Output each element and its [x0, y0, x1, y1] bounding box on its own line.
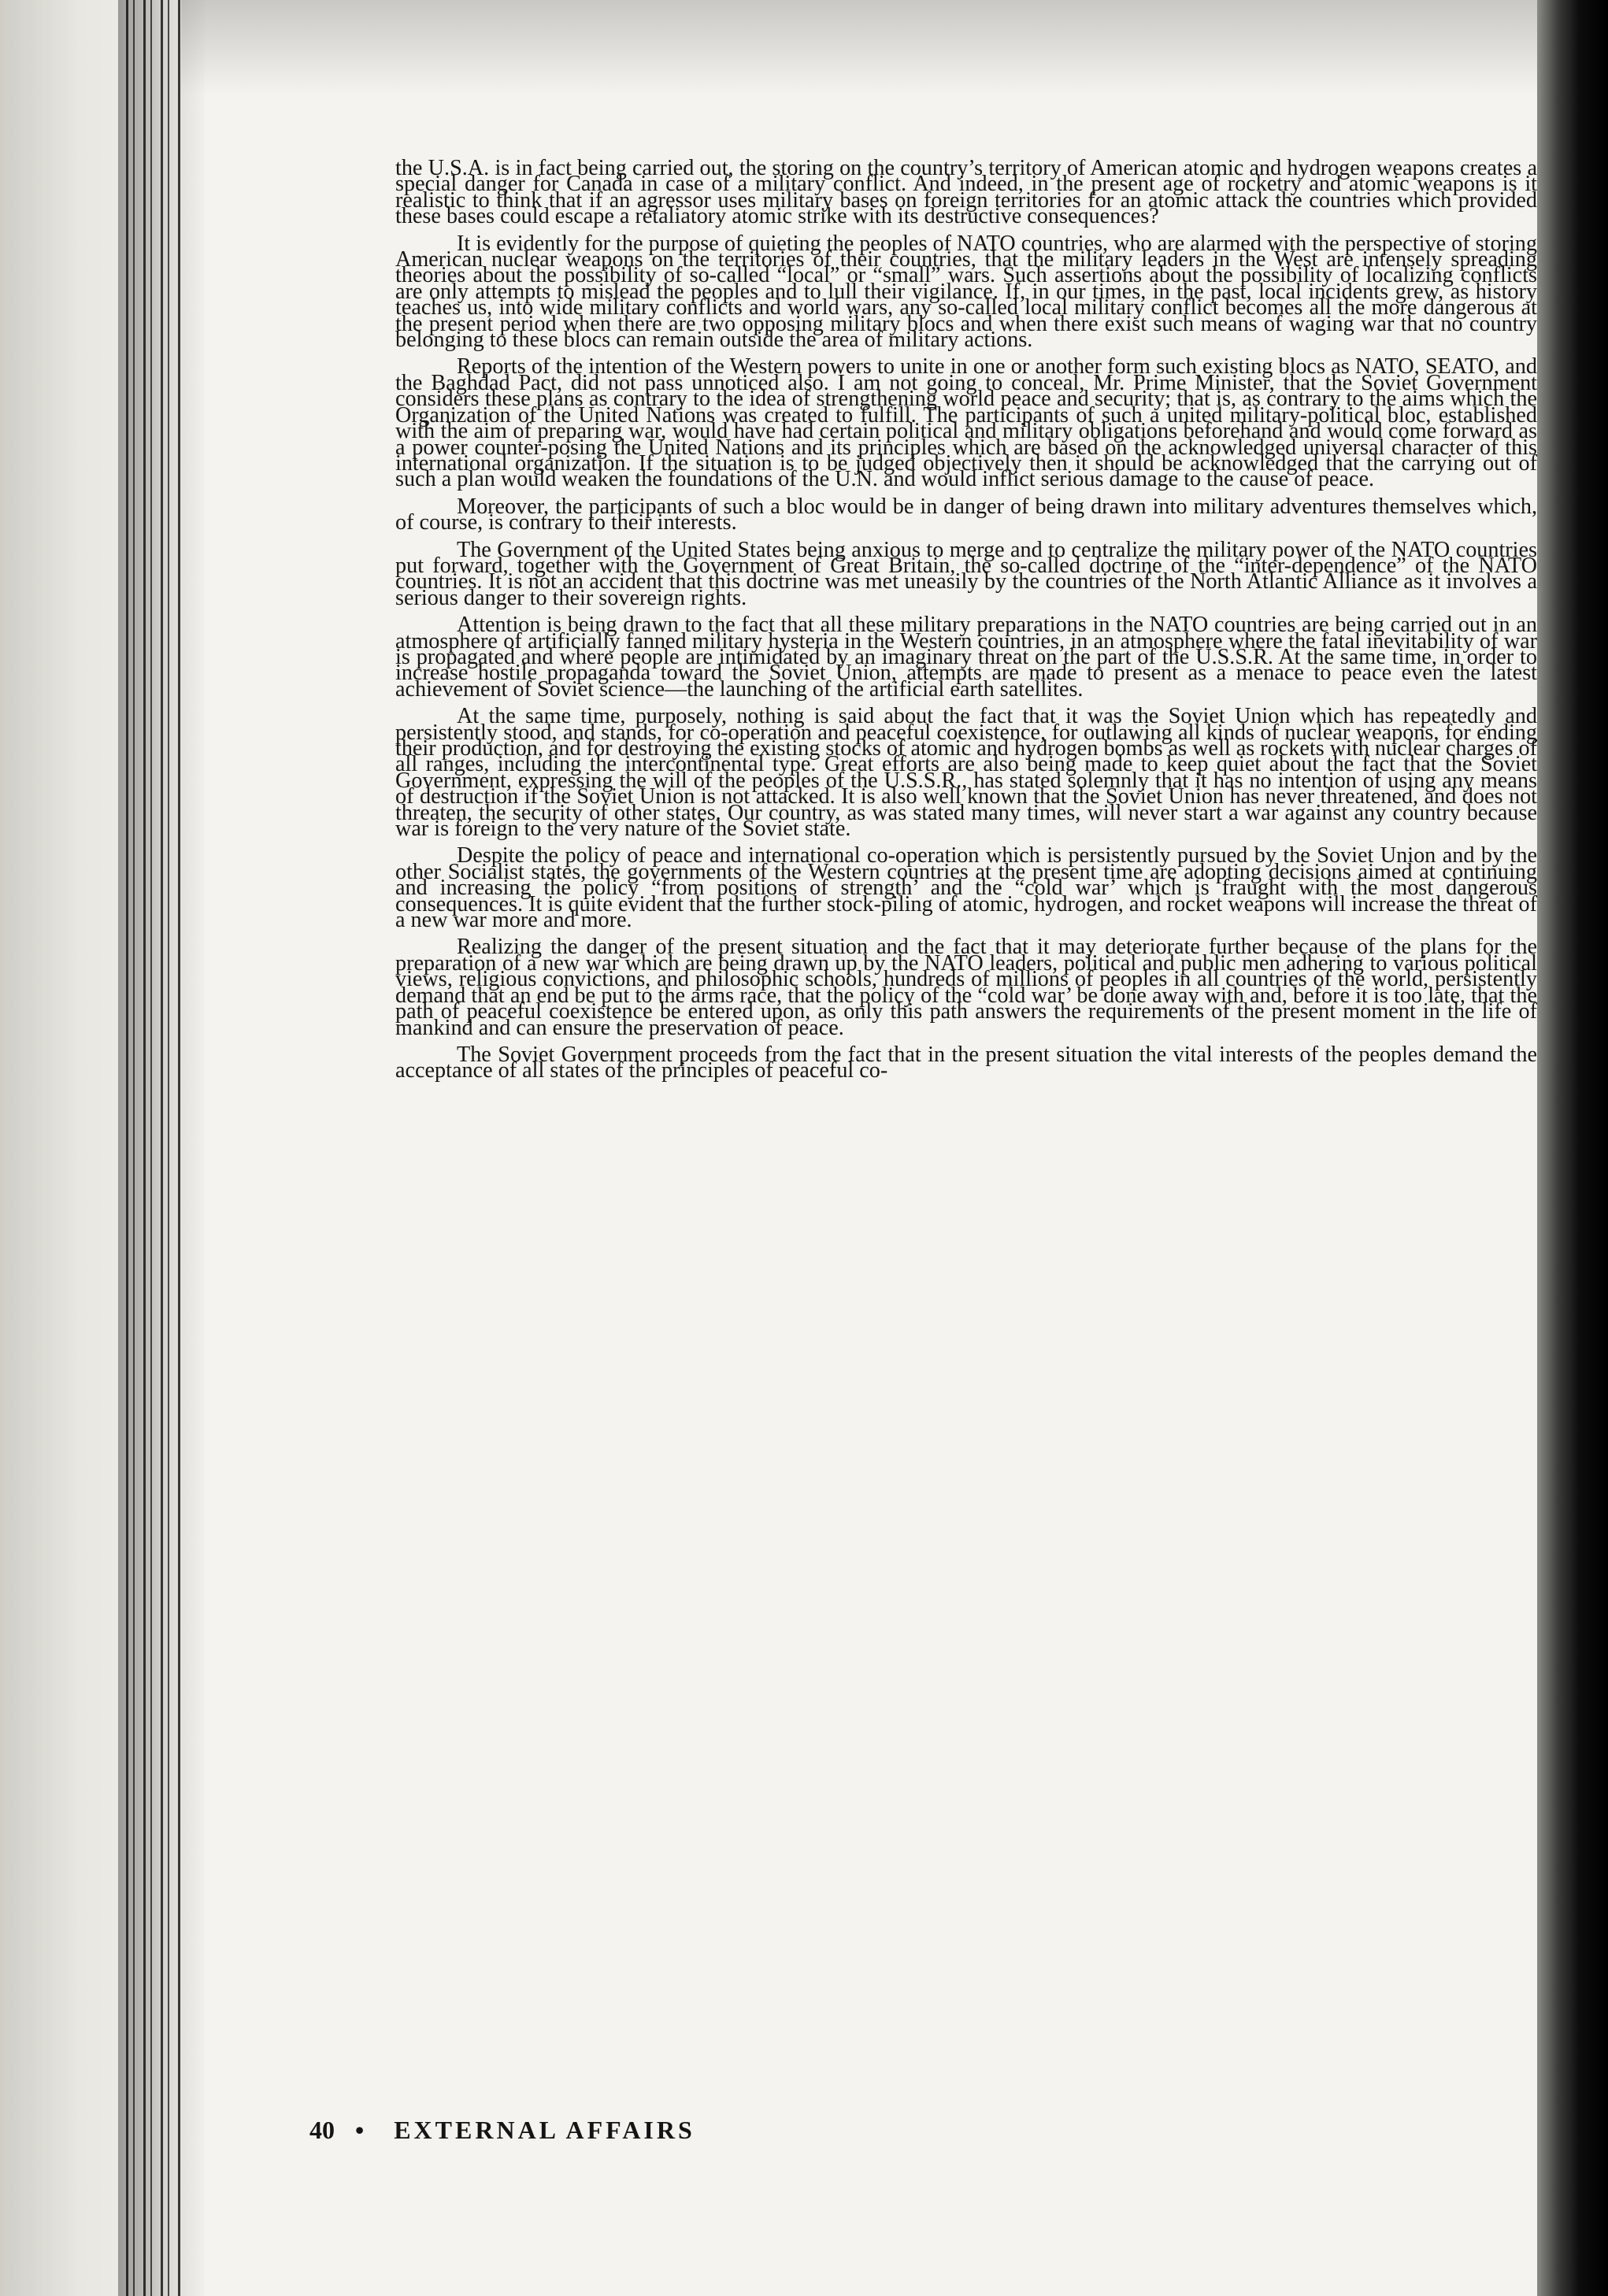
- paragraph-8: Despite the policy of peace and international co-operation which is persistently pursued by the Soviet Union and by the other Socialist states, the governments of the Western countries at the present time are adopting decisions aimed at continuing and increasing the policy “from positions of strength’ and the “cold war’ which is fraught with the most dangerous consequences. It is quite evident that the further stock-piling of atomic, hydrogen, and rocket weapons will increase the threat of a new war more and more.: [395, 843, 1537, 933]
- paragraph-6: Attention is being drawn to the fact that all these military preparations in the NATO countries are being carried out in an atmosphere of artificially fanned military hysteria in the Western countries, in an atmosphere where the fatal inevitability of war is propagated and where people are intimidated by an imaginary threat on the part of the U.S.S.R. At the same time, in order to increase hostile propaganda toward the Soviet Union, attempts are made to present as a menace to peace even the latest achievement of Soviet science—the launching of the artificial earth satellites.: [395, 613, 1537, 702]
- paragraph-5: The Government of the United States being anxious to merge and to centralize the military power of the NATO countries put forward, together with the Government of Great Britain, the so-called doctrine of the “inter-dependence” of the NATO countries. It is not an accident that this doctrine was met uneasily by the countries of the North Atlantic Alliance as it involves a serious danger to their sovereign rights.: [395, 537, 1537, 610]
- paragraph-9: Realizing the danger of the present situation and the fact that it may deteriorate further because of the plans for the preparation of a new war which are being drawn up by the NATO leaders, political and public men adhering to various political views, religious convictions, and philosophic schools, hundreds of millions of peoples in all countries of the world, persistently demand that an end be put to the arms race, that the policy of the “cold war’ be done away with and, before it is too late, that the path of peaceful coexistence be entered upon, as only this path answers the requirements of the present moment in the life of mankind and can ensure the preservation of peace.: [395, 935, 1537, 1040]
- footer-bullet: •: [355, 2116, 368, 2144]
- paragraph-10: The Soviet Government proceeds from the fact that in the present situation the vital interests of the peoples demand the acceptance of all states of the principles of peaceful co-: [395, 1042, 1537, 1083]
- page-number: 40: [309, 2116, 335, 2144]
- page-footer: [309, 2116, 695, 2145]
- paragraph-4: Moreover, the participants of such a bloc would be in danger of being drawn into military adventures themselves which, of course, is contrary to their interests.: [395, 494, 1537, 535]
- scan-top-edge: [181, 0, 1537, 94]
- binding-shadow: [118, 0, 205, 2296]
- scan-right-edge: [1537, 0, 1608, 2296]
- publication-name: EXTERNAL AFFAIRS: [394, 2116, 695, 2144]
- paragraph-7: At the same time, purposely, nothing is said about the fact that it was the Soviet Union which has repeatedly and persistently stood, and stands, for co-operation and peaceful coexistence, for outlawing all kinds of nuclear weapons, for ending their production, and for destroying the existing stocks of atomic and hydrogen bombs as well as rockets with nuclear charges of all ranges, including the intercontinental type. Great efforts are also being made to keep quiet about the fact that the Soviet Government, expressing the will of the peoples of the U.S.S.R., has stated solemnly that it has no intention of using any means of destruction if the Soviet Union is not attacked. It is also well known that the Soviet Union has never threatened, and does not threaten, the security of other states. Our country, as was stated many times, will never start a war against any country because war is foreign to the very nature of the Soviet state.: [395, 704, 1537, 842]
- body-text: [395, 156, 1537, 1091]
- paragraph-1: the U.S.A. is in fact being carried out, the storing on the country’s territory of American atomic and hydrogen weapons creates a special danger for Canada in case of a military conflict. And indeed, in the present age of rocketry and atomic weapons is it realistic to think that if an agressor uses military bases on foreign territories for an atomic attack the countries which provided these bases could escape a retaliatory atomic strike with its destructive consequences?: [395, 156, 1537, 229]
- paragraph-3: Reports of the intention of the Western powers to unite in one or another form such existing blocs as NATO, SEATO, and the Baghdad Pact, did not pass unnoticed also. I am not going to conceal, Mr. Prime Minister, that the Soviet Government considers these plans as contrary to the idea of strengthening world peace and security; that is, as contrary to the aims which the Organization of the United Nations was created to fulfill. The participants of such a united military-political bloc, established with the aim of preparing war, would have had certain political and military obligations beforehand and would come forward as a power counter-posing the United Nations and its principles which are based on the acknowledged universal character of this international organization. If the situation is to be judged objectively then it should be acknowledged that the carrying out of such a plan would weaken the foundations of the U.N. and would inflict serious damage to the cause of peace.: [395, 354, 1537, 492]
- paragraph-2: It is evidently for the purpose of quieting the peoples of NATO countries, who are alarmed with the perspective of storing American nuclear weapons on the territories of their countries, that the military leaders in the West are intensely spreading theories about the possibility of so-called “local” or “small” wars. Such assertions about the possibility of localizing conflicts are only attempts to mislead the peoples and to lull their vigilance. If, in our times, in the past, local incidents grew, as history teaches us, into wide military conflicts and world wars, any so-called local military conflict becomes all the more dangerous at the present period when there are two opposing military blocs and when there exist such means of waging war that no country belonging to these blocs can remain outside the area of military actions.: [395, 231, 1537, 353]
